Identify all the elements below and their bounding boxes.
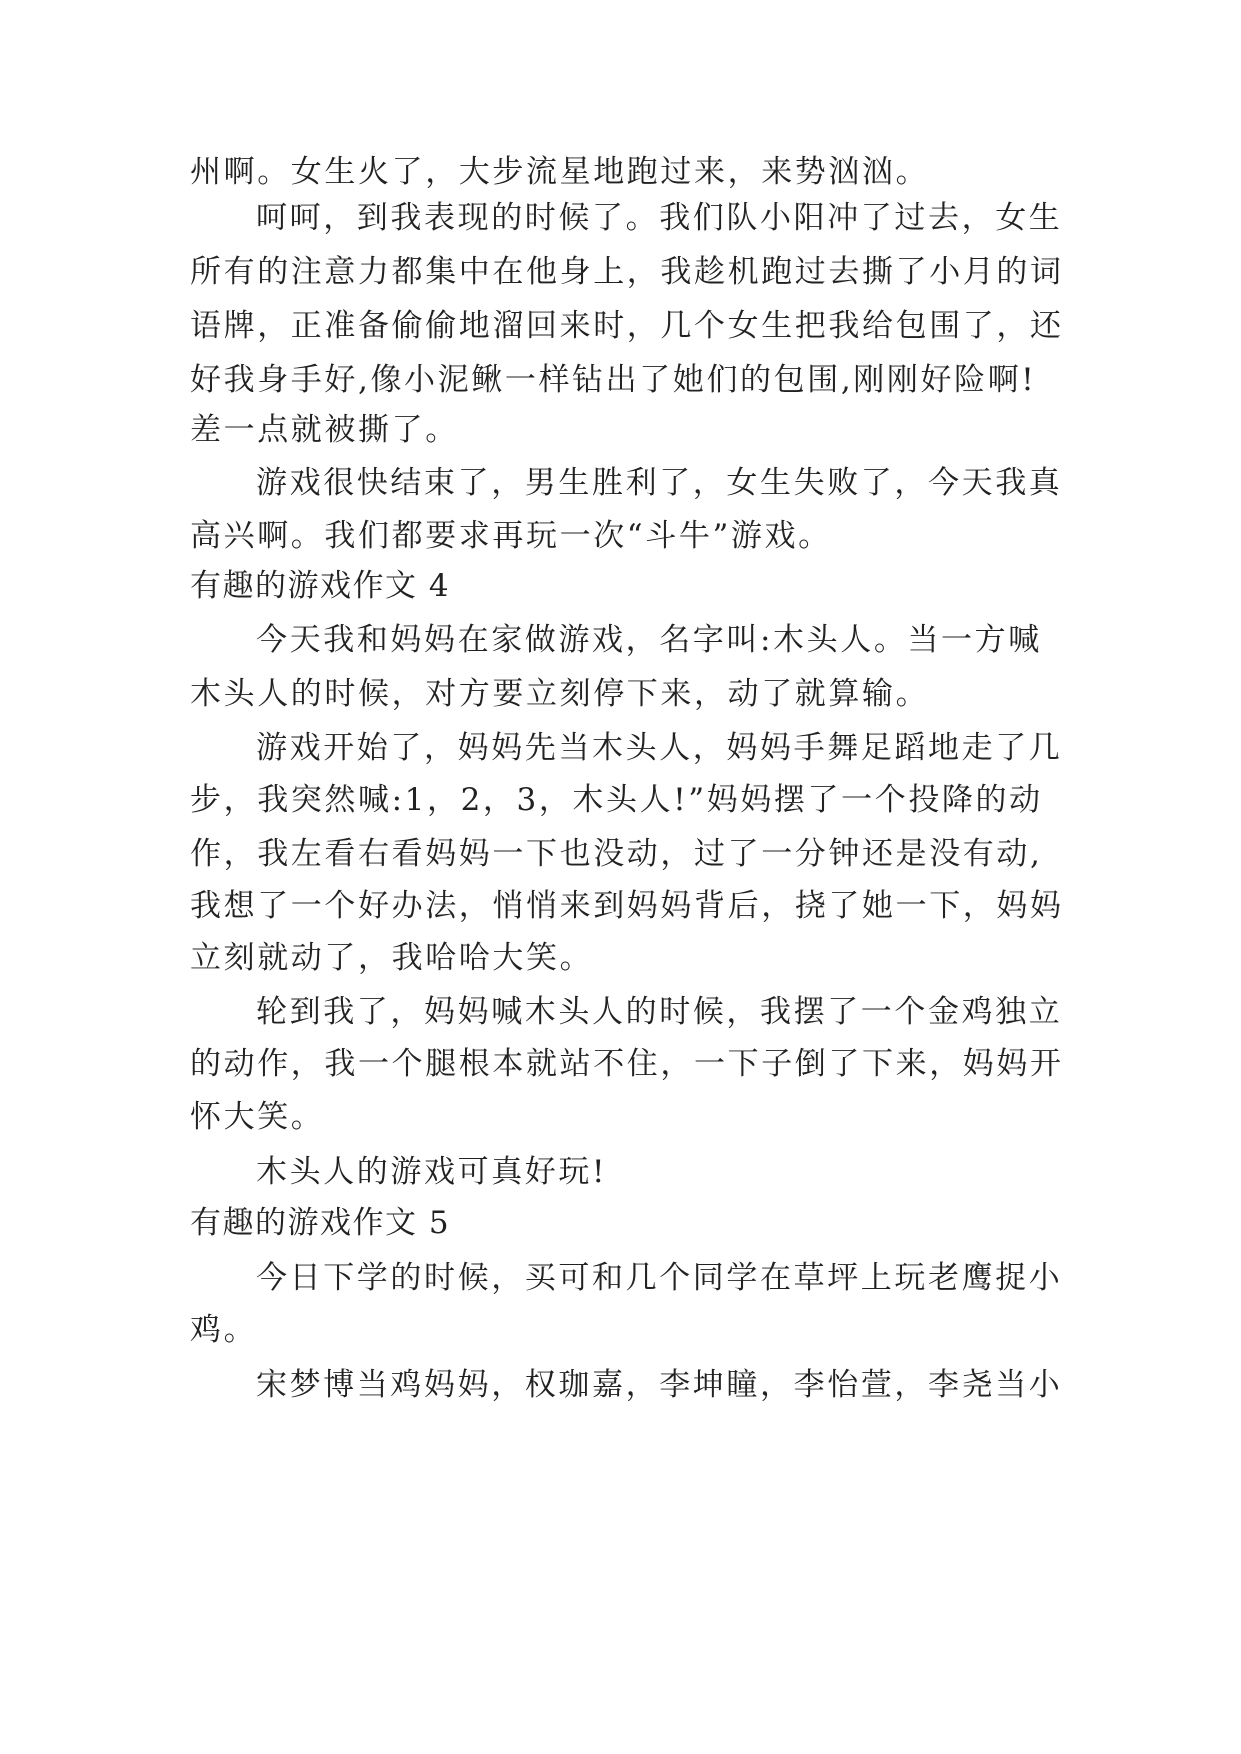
section-heading: 有趣的游戏作文 5 <box>190 1205 451 1241</box>
paragraph-start-line: 今日下学的时候，买可和几个同学在草坪上玩老鹰捉小 <box>256 1260 1063 1296</box>
paragraph-start-line: 轮到我了，妈妈喊木头人的时候，我摆了一个金鸡独立 <box>256 994 1063 1030</box>
paragraph-start-line: 游戏开始了，妈妈先当木头人，妈妈手舞足蹈地走了几 <box>256 730 1063 766</box>
text-line: 怀大笑。 <box>190 1099 325 1135</box>
text-line: 的动作，我一个腿根本就站不住，一下子倒了下来，妈妈开 <box>190 1046 1064 1082</box>
paragraph-start-line: 今天我和妈妈在家做游戏，名字叫:木头人。当一方喊 <box>256 622 1042 658</box>
text-line: 好我身手好,像小泥鳅一样钻出了她们的包围,刚刚好险啊! <box>190 362 1037 398</box>
paragraph-start-line: 呵呵，到我表现的时候了。我们队小阳冲了过去，女生 <box>256 200 1063 236</box>
text-line: 木头人的时候，对方要立刻停下来，动了就算输。 <box>190 676 930 712</box>
text-line: 作，我左看右看妈妈一下也没动，过了一分钟还是没有动, <box>190 836 1043 872</box>
text-line: 立刻就动了，我哈哈大笑。 <box>190 940 594 976</box>
paragraph-start-line: 木头人的游戏可真好玩! <box>256 1154 608 1190</box>
text-line: 高兴啊。我们都要求再玩一次“斗牛”游戏。 <box>190 518 832 554</box>
section-heading: 有趣的游戏作文 4 <box>190 568 451 604</box>
text-line: 所有的注意力都集中在他身上，我趁机跑过去撕了小月的词 <box>190 254 1064 290</box>
paragraph-start-line: 游戏很快结束了，男生胜利了，女生失败了，今天我真 <box>256 465 1063 501</box>
text-line: 语牌，正准备偷偷地溜回来时，几个女生把我给包围了，还 <box>190 308 1064 344</box>
text-line: 州啊。女生火了，大步流星地跑过来，来势汹汹。 <box>190 154 930 190</box>
text-line: 差一点就被撕了。 <box>190 412 459 448</box>
text-line: 步，我突然喊:1，2，3，木头人!”妈妈摆了一个投降的动 <box>190 782 1043 818</box>
paragraph-start-line: 宋梦博当鸡妈妈，权珈嘉，李坤瞳，李怡萱，李尧当小 <box>256 1367 1063 1403</box>
text-line: 鸡。 <box>190 1312 258 1348</box>
text-line: 我想了一个好办法，悄悄来到妈妈背后，挠了她一下，妈妈 <box>190 888 1064 924</box>
